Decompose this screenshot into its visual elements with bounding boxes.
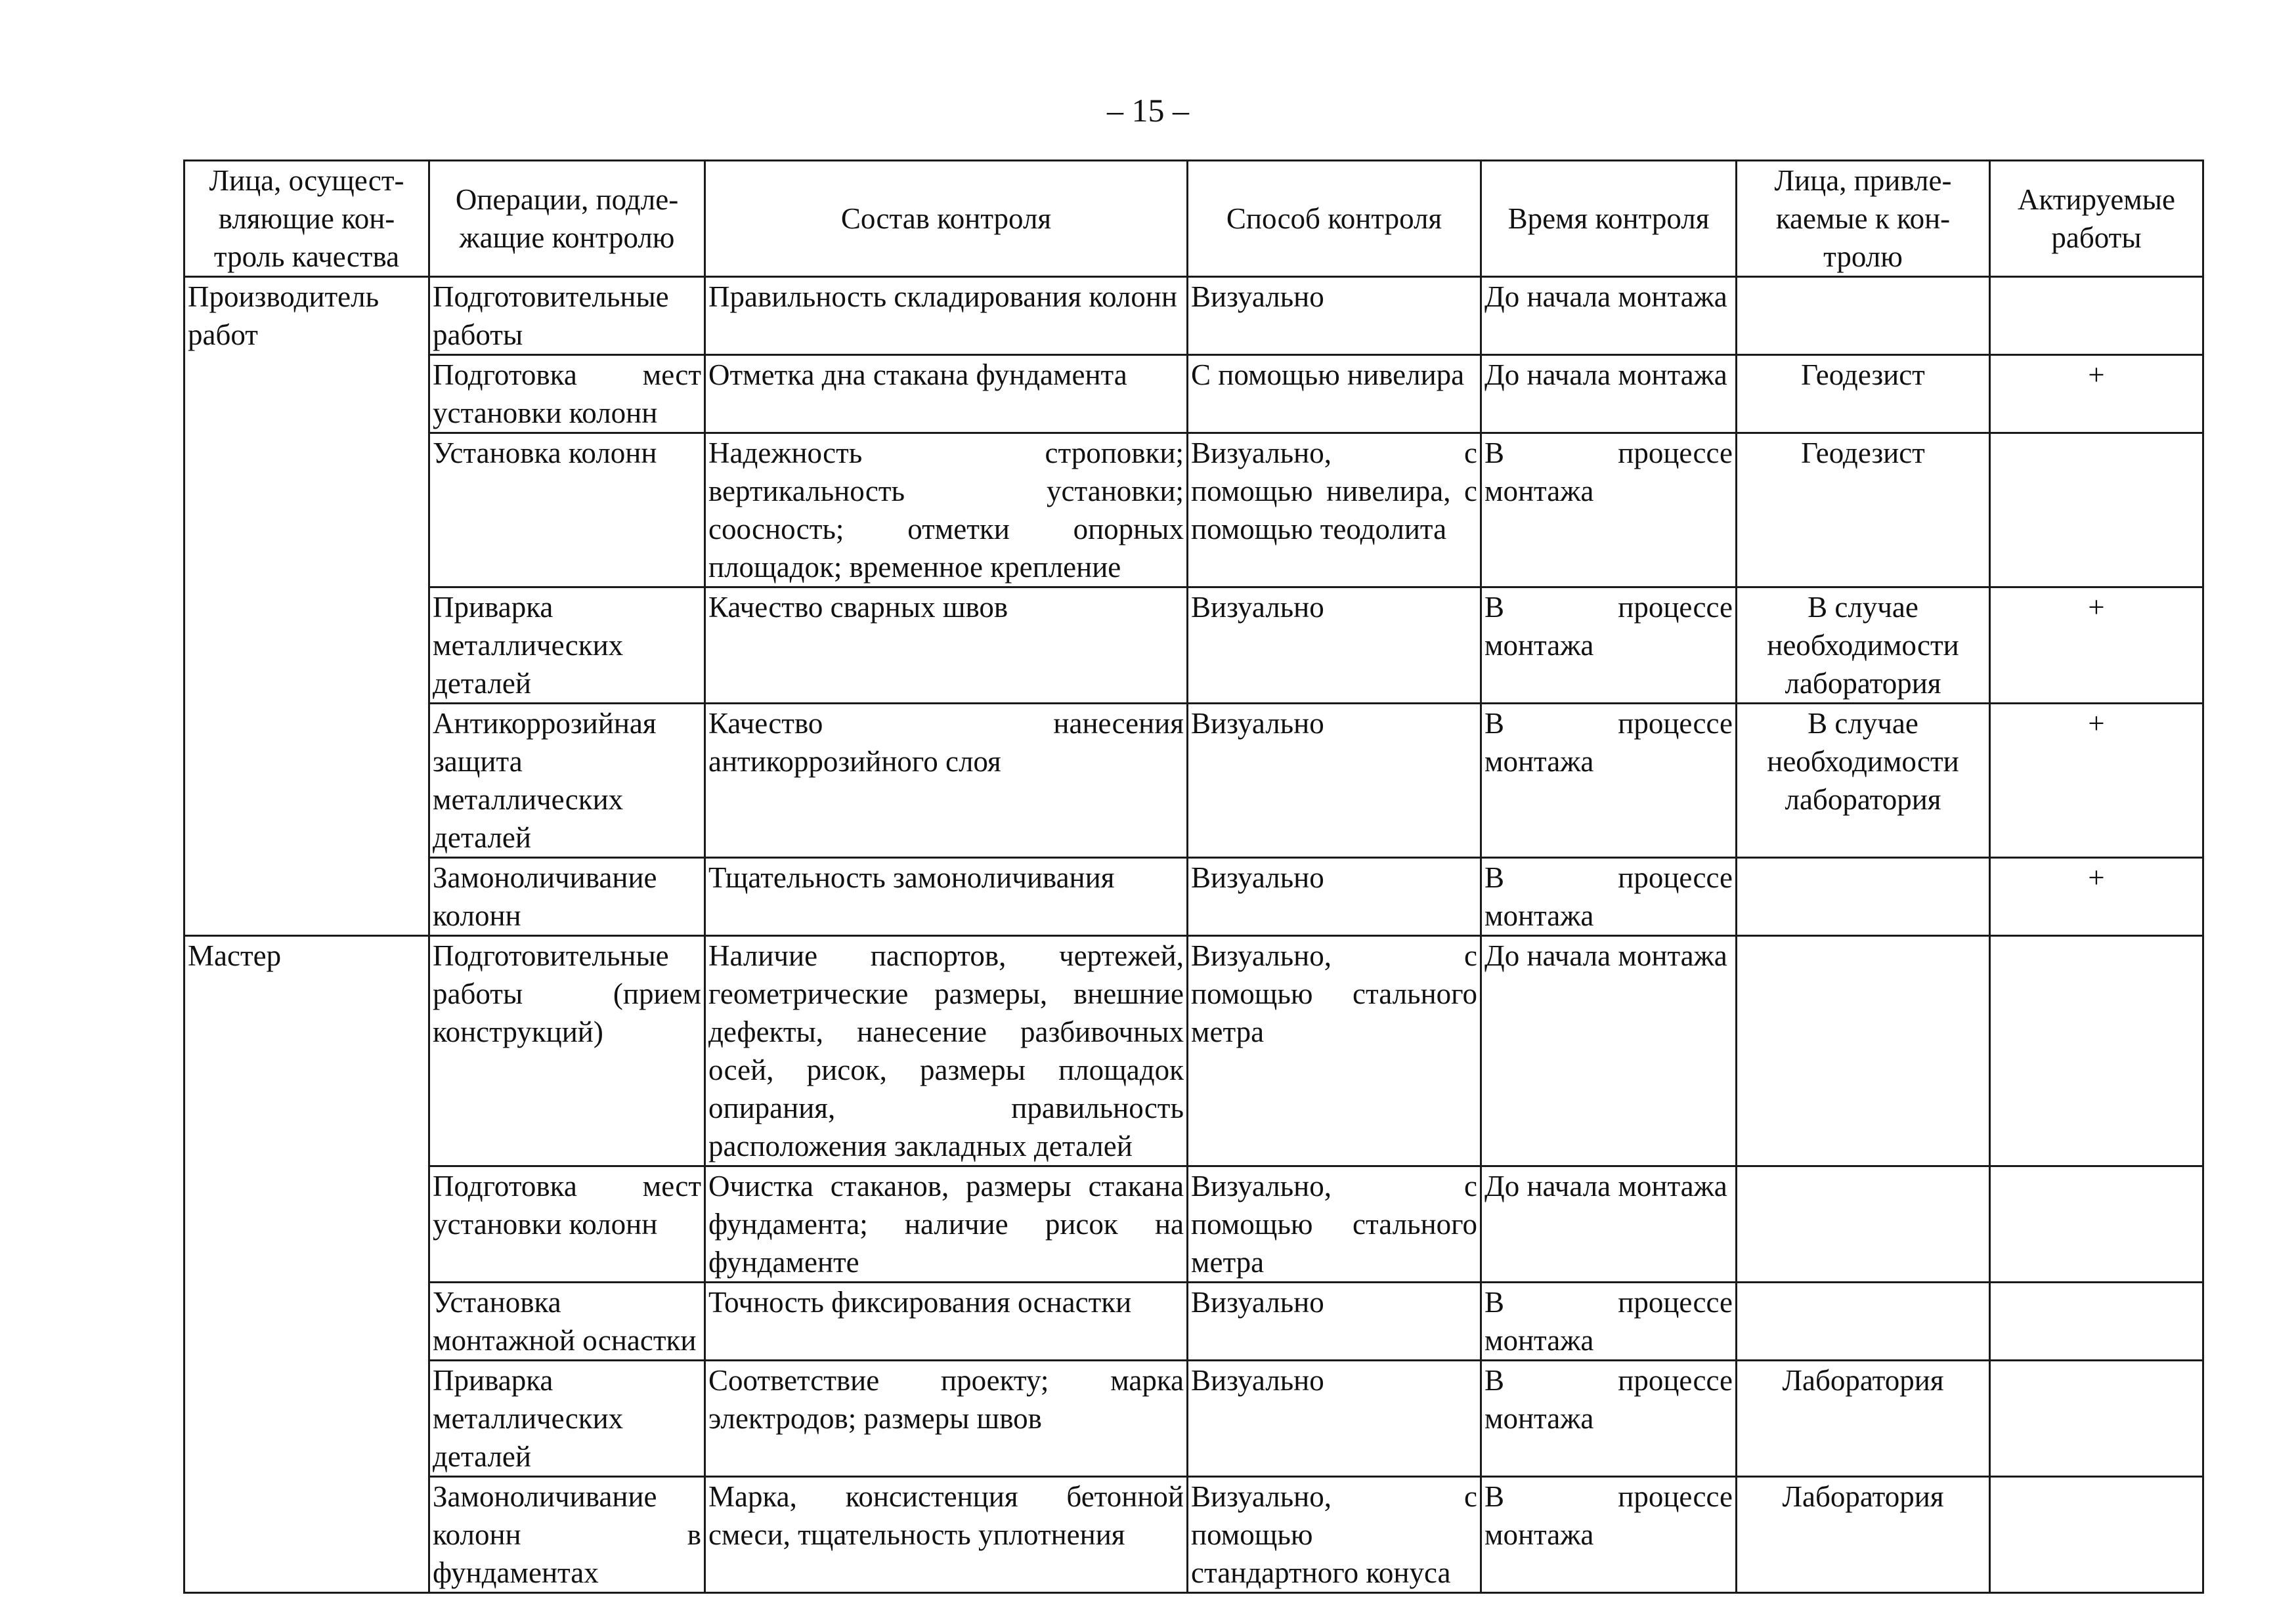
involved-cell [1737, 1283, 1990, 1361]
act-cell [1990, 1283, 2203, 1361]
composition-cell: Тщательность замоноличивания [705, 858, 1188, 936]
header-control-persons: Лица, осущест-вляющие кон-троль качества [184, 161, 429, 277]
table-row [184, 936, 2203, 1166]
operation-cell: Приварка металлических деталей [429, 1361, 705, 1477]
operation-cell: Подготовительные работы [429, 277, 705, 355]
operation-cell: Установка монтажной оснастки [429, 1283, 705, 1361]
method-cell: Визуально [1188, 1283, 1481, 1361]
table-row [184, 1361, 2203, 1477]
operation-cell: Подготовительные работы (прием конструкций) [429, 936, 705, 1166]
composition-cell: Соответствие проекту; марка электродов; размеры швов [705, 1361, 1188, 1477]
involved-cell [1737, 936, 1990, 1166]
header-operations: Операции, подле-жащие контролю [429, 161, 705, 277]
time-cell: В процессе монтажа [1481, 433, 1737, 587]
time-cell: До начала монтажа [1481, 355, 1737, 433]
time-cell: До начала монтажа [1481, 1166, 1737, 1283]
time-cell: В процессе монтажа [1481, 1283, 1737, 1361]
role-cell: Производитель работ [184, 277, 429, 936]
table-row [184, 433, 2203, 587]
method-cell: Визуально [1188, 277, 1481, 355]
composition-cell: Качество нанесения антикоррозийного слоя [705, 704, 1188, 858]
act-cell: + [1990, 587, 2203, 704]
table-row [184, 704, 2203, 858]
operation-cell: Подготовка мест установки колонн [429, 355, 705, 433]
role-cell: Мастер [184, 936, 429, 1593]
act-cell [1990, 277, 2203, 355]
involved-cell [1737, 277, 1990, 355]
composition-cell: Точность фиксирования оснастки [705, 1283, 1188, 1361]
header-involved-persons: Лица, привле-каемые к кон-тролю [1737, 161, 1990, 277]
act-cell: + [1990, 858, 2203, 936]
composition-cell: Отметка дна стакана фундамента [705, 355, 1188, 433]
header-time: Время контроля [1481, 161, 1737, 277]
header-acted-works: Актируемые работы [1990, 161, 2203, 277]
involved-cell: Лаборатория [1737, 1361, 1990, 1477]
time-cell: В процессе монтажа [1481, 1361, 1737, 1477]
involved-cell [1737, 1166, 1990, 1283]
involved-cell: В случае необходимости лаборатория [1737, 587, 1990, 704]
operation-cell: Приварка металлических деталей [429, 587, 705, 704]
operation-cell: Антикоррозийная защита металлических деталей [429, 704, 705, 858]
time-cell: До начала монтажа [1481, 936, 1737, 1166]
operation-cell: Подготовка мест установки колонн [429, 1166, 705, 1283]
header-composition: Состав контроля [705, 161, 1188, 277]
method-cell: Визуально, с помощью стального метра [1188, 1166, 1481, 1283]
act-cell [1990, 433, 2203, 587]
act-cell [1990, 936, 2203, 1166]
table-row [184, 858, 2203, 936]
table-row [184, 1283, 2203, 1361]
method-cell: Визуально, с помощью стандартного конуса [1188, 1477, 1481, 1593]
time-cell: В процессе монтажа [1481, 858, 1737, 936]
involved-cell: Лаборатория [1737, 1477, 1990, 1593]
table-row [184, 1166, 2203, 1283]
page-number: – 15 – [1107, 92, 1189, 129]
act-cell [1990, 1166, 2203, 1283]
method-cell: Визуально [1188, 1361, 1481, 1477]
method-cell: Визуально, с помощью нивелира, с помощью теодолита [1188, 433, 1481, 587]
header-method: Способ контроля [1188, 161, 1481, 277]
composition-cell: Правильность складирования колонн [705, 277, 1188, 355]
method-cell: Визуально, с помощью стального метра [1188, 936, 1481, 1166]
operation-cell: Замоноличивание колонн в фундаментах [429, 1477, 705, 1593]
time-cell: В процессе монтажа [1481, 587, 1737, 704]
operation-cell: Замоноличивание колонн [429, 858, 705, 936]
act-cell [1990, 1361, 2203, 1477]
method-cell: Визуально [1188, 858, 1481, 936]
act-cell: + [1990, 355, 2203, 433]
composition-cell: Качество сварных швов [705, 587, 1188, 704]
table-row [184, 355, 2203, 433]
time-cell: До начала монтажа [1481, 277, 1737, 355]
method-cell: Визуально [1188, 587, 1481, 704]
act-cell: + [1990, 704, 2203, 858]
table-row [184, 587, 2203, 704]
table-row [184, 277, 2203, 355]
operation-cell: Установка колонн [429, 433, 705, 587]
involved-cell [1737, 858, 1990, 936]
involved-cell: В случае необходимости лаборатория [1737, 704, 1990, 858]
involved-cell: Геодезист [1737, 355, 1990, 433]
composition-cell: Очистка стаканов, размеры стакана фундамента; наличие рисок на фундаменте [705, 1166, 1188, 1283]
act-cell [1990, 1477, 2203, 1593]
composition-cell: Надежность строповки; вертикальность установки; соосность; отметки опорных площадок; временное крепление [705, 433, 1188, 587]
time-cell: В процессе монтажа [1481, 1477, 1737, 1593]
table-row [184, 1477, 2203, 1593]
composition-cell: Наличие паспортов, чертежей, геометрические размеры, внешние дефекты, нанесение разбивочных осей, рисок, размеры площадок опирания, правильность расположения закладных деталей [705, 936, 1188, 1166]
involved-cell: Геодезист [1737, 433, 1990, 587]
time-cell: В процессе монтажа [1481, 704, 1737, 858]
method-cell: С помощью нивелира [1188, 355, 1481, 433]
composition-cell: Марка, консистенция бетонной смеси, тщательность уплотнения [705, 1477, 1188, 1593]
header-row [184, 161, 2203, 277]
method-cell: Визуально [1188, 704, 1481, 858]
quality-control-table [183, 160, 2204, 1594]
